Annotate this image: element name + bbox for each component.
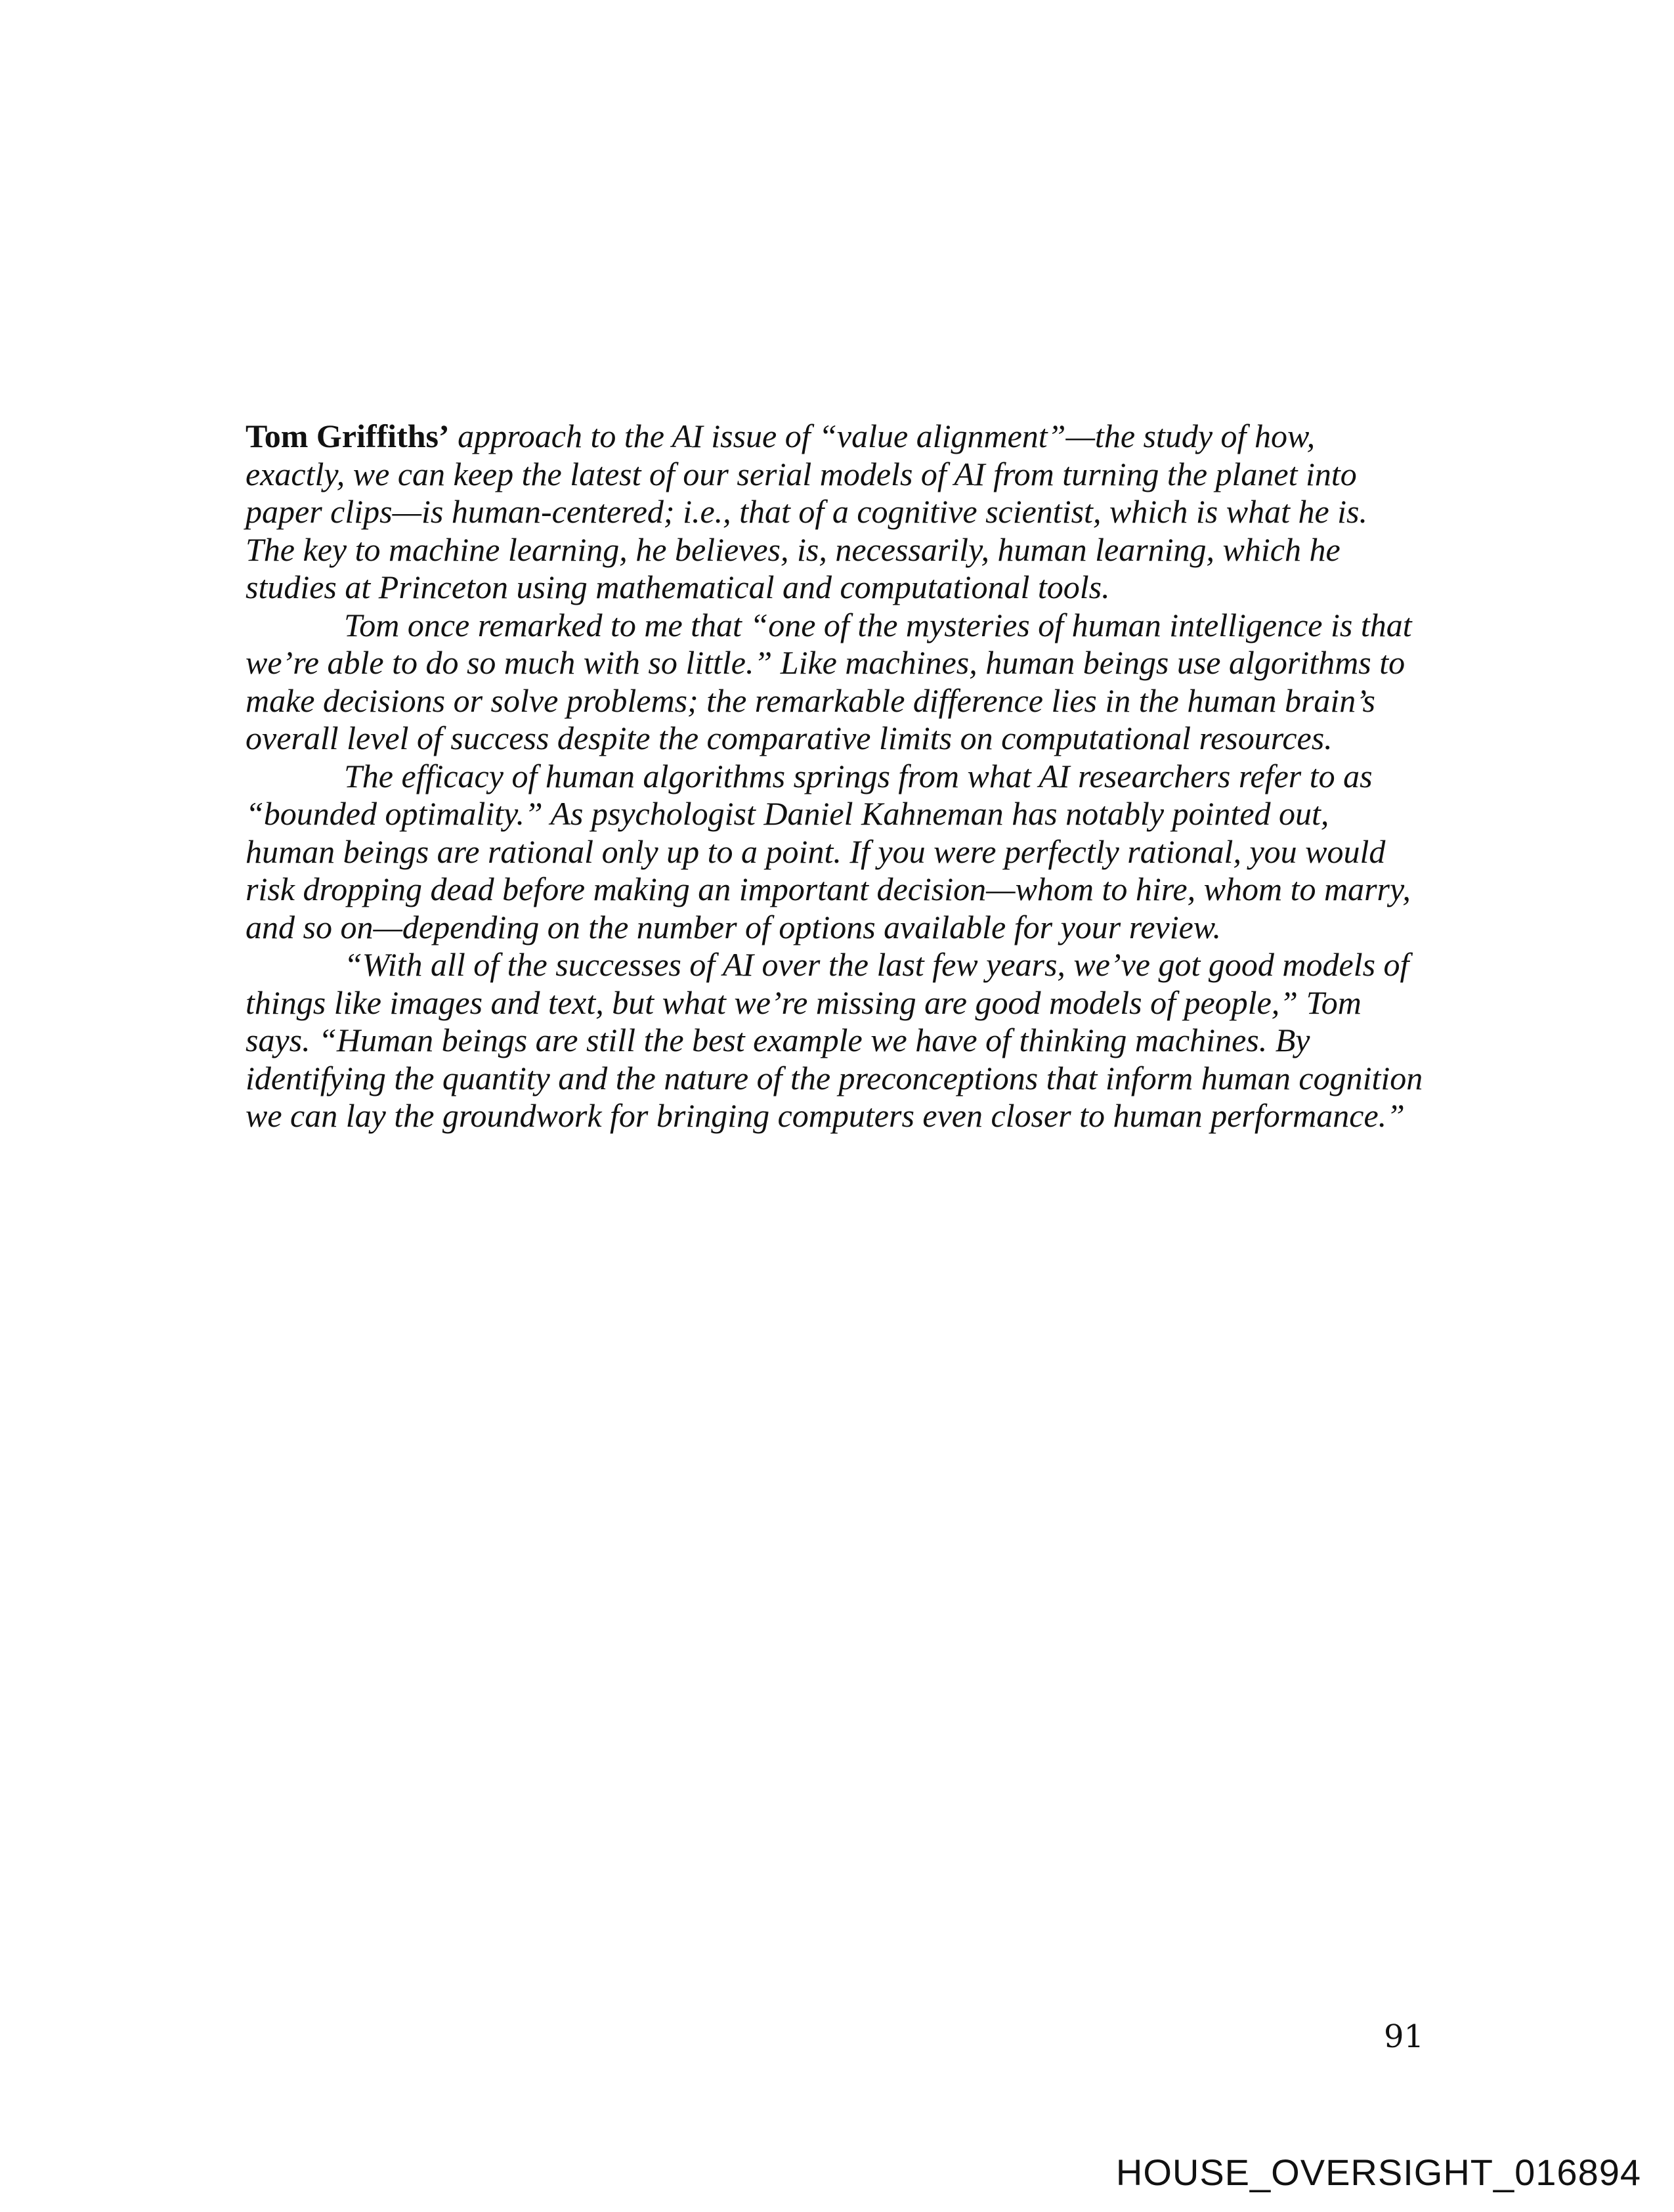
text-line: studies at Princeton using mathematical and computational tools. bbox=[246, 569, 1110, 605]
bates-number: HOUSE_OVERSIGHT_016894 bbox=[1115, 2152, 1641, 2193]
text-line: “bounded optimality.” As psychologist Daniel Kahneman has notably pointed out, bbox=[246, 795, 1329, 832]
text-line: things like images and text, but what we’re missing are good models of people,” Tom bbox=[246, 984, 1362, 1021]
text-line: overall level of success despite the comparative limits on computational resources. bbox=[246, 720, 1333, 756]
article-body bbox=[246, 418, 1427, 1135]
text-line: we’re able to do so much with so little.” Like machines, human beings use algorithms to bbox=[246, 644, 1406, 681]
text-line: make decisions or solve problems; the remarkable difference lies in the human brain’s bbox=[246, 682, 1375, 719]
text-line: identifying the quantity and the nature of the preconceptions that inform human cognition bbox=[246, 1059, 1423, 1096]
text-line: says. “Human beings are still the best example we have of thinking machines. By bbox=[246, 1022, 1310, 1058]
text-line: The key to machine learning, he believes, is, necessarily, human learning, which he bbox=[246, 531, 1341, 568]
subject-name: Tom Griffiths’ bbox=[246, 418, 450, 454]
text-line: human beings are rational only up to a point. If you were perfectly rational, you would bbox=[246, 833, 1386, 870]
page-number: 91 bbox=[1384, 2018, 1425, 2055]
text-line: risk dropping dead before making an important decision—whom to hire, whom to marry, bbox=[246, 871, 1411, 907]
text-line bbox=[246, 418, 1427, 456]
text-line: paper clips—is human-centered; i.e., that of a cognitive scientist, which is what he is. bbox=[246, 493, 1368, 530]
text-line: we can lay the groundwork for bringing computers even closer to human performance.” bbox=[246, 1097, 1405, 1134]
text-line-content: approach to the AI issue of “value alignment”—the study of how, bbox=[449, 418, 1316, 454]
text-line: and so on—depending on the number of options available for your review. bbox=[246, 908, 1221, 945]
text-line: “With all of the successes of AI over the last few years, we’ve got good models of bbox=[344, 946, 1409, 983]
text-line: exactly, we can keep the latest of our serial models of AI from turning the planet into bbox=[246, 455, 1357, 492]
text-line: The efficacy of human algorithms springs from what AI researchers refer to as bbox=[344, 757, 1373, 794]
text-line: Tom once remarked to me that “one of the mysteries of human intelligence is that bbox=[344, 606, 1412, 643]
